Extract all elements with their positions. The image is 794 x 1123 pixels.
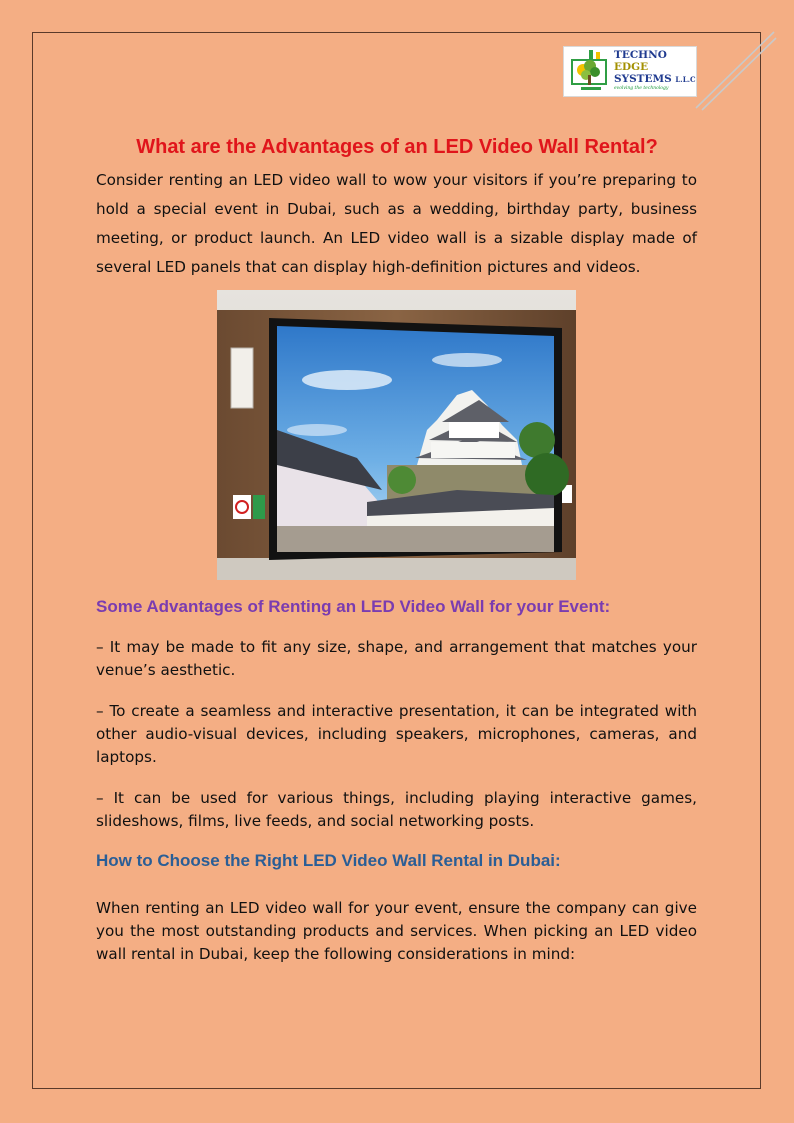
logo-line-3-text: SYSTEMS xyxy=(614,73,672,85)
advantages-heading: Some Advantages of Renting an LED Video Wall for your Event: xyxy=(96,597,611,616)
choose-paragraph: When renting an LED video wall for your event, ensure the company can give you the most outstanding products and services. When picking an LED video wall rental in Dubai, keep the following considerations in mind: xyxy=(96,899,697,963)
led-video-wall-photo xyxy=(217,290,576,580)
logo-tree-icon xyxy=(567,49,613,95)
logo-wordmark xyxy=(614,49,696,86)
logo-tagline: evolving the technology xyxy=(614,86,669,91)
page-title: What are the Advantages of an LED Video Wall Rental? xyxy=(136,136,658,158)
intro-paragraph: Consider renting an LED video wall to wow your visitors if you’re preparing to hold a special event in Dubai, such as a wedding, birthday party, business meeting, or product launch. An LED video wall is a sizable display made of several LED panels that can display high-definition pictures and videos. xyxy=(96,171,697,276)
advantage-item-2: – To create a seamless and interactive presentation, it can be integrated with other audio-visual devices, including speakers, microphones, cameras, and laptops. xyxy=(96,702,697,766)
choose-heading: How to Choose the Right LED Video Wall Rental in Dubai: xyxy=(96,851,561,870)
logo-line-1: TECHNO xyxy=(614,49,667,61)
advantage-item-1: – It may be made to fit any size, shape, and arrangement that matches your venue’s aesthetic. xyxy=(96,638,697,679)
corner-decoration xyxy=(694,30,778,112)
advantage-item-3: – It can be used for various things, including playing interactive games, slideshows, films, live feeds, and social networking posts. xyxy=(96,789,697,830)
logo-line-2: EDGE xyxy=(614,61,649,73)
company-logo xyxy=(563,46,697,97)
logo-suffix: L.L.C xyxy=(675,75,696,84)
logo-line-3 xyxy=(614,73,696,86)
